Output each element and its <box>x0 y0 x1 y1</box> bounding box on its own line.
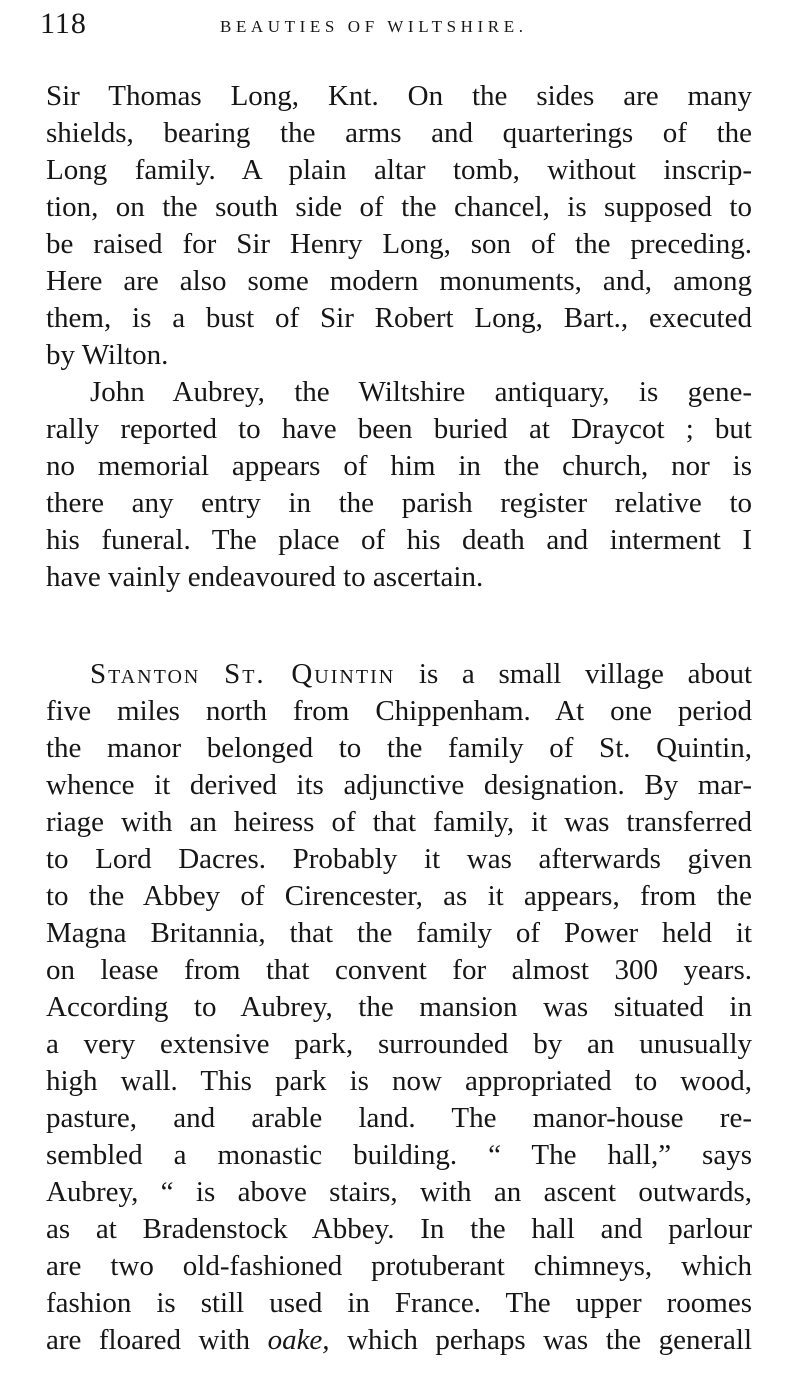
text-line: rally reported to have been buried at Draycot ; but <box>46 413 752 445</box>
text-line: fashion is still used in France. The upper roomes <box>46 1287 752 1319</box>
text-fragment: is a small village about <box>418 658 753 690</box>
paragraph-stanton-st-quintin <box>46 656 752 1359</box>
text-line-first <box>46 656 752 693</box>
place-name-st-quintin: St. Quintin <box>224 658 396 690</box>
text-line: are two old-fashioned protuberant chimneys, which <box>46 1250 752 1282</box>
text-line: Aubrey, “ is above stairs, with an ascent outwards, <box>46 1176 752 1208</box>
place-name-stanton: Stanton <box>90 658 201 690</box>
text-fragment: are floared with <box>46 1324 251 1356</box>
text-line: his funeral. The place of his death and interment I <box>46 524 752 556</box>
text-line: to the Abbey of Cirencester, as it appears, from the <box>46 880 752 912</box>
text-line: riage with an heiress of that family, it was transferred <box>46 806 752 838</box>
text-line: the manor belonged to the family of St. Quintin, <box>46 732 752 764</box>
paragraph-gap <box>46 596 752 656</box>
text-line: Long family. A plain altar tomb, without inscrip- <box>46 154 752 186</box>
text-line: there any entry in the parish register relative to <box>46 487 752 519</box>
text-line: Sir Thomas Long, Knt. On the sides are many <box>46 80 752 112</box>
text-line: on lease from that convent for almost 300 years. <box>46 954 752 986</box>
text-line: to Lord Dacres. Probably it was afterwards given <box>46 843 752 875</box>
text-line: by Wilton. <box>46 339 169 371</box>
text-line: them, is a bust of Sir Robert Long, Bart., executed <box>46 302 752 334</box>
text-line: five miles north from Chippenham. At one period <box>46 695 752 727</box>
text-line: as at Bradenstock Abbey. In the hall and parlour <box>46 1213 752 1245</box>
text-line: pasture, and arable land. The manor-house re- <box>46 1102 752 1134</box>
page-number: 118 <box>40 7 87 40</box>
text-line: have vainly endeavoured to ascertain. <box>46 561 484 593</box>
text-line: whence it derived its adjunctive designation. By mar- <box>46 769 752 801</box>
text-line: shields, bearing the arms and quarterings of the <box>46 117 752 149</box>
running-title: BEAUTIES OF WILTSHIRE. <box>220 17 528 36</box>
text-line: Magna Britannia, that the family of Power held it <box>46 917 752 949</box>
text-line: high wall. This park is now appropriated to wood, <box>46 1065 752 1097</box>
paragraph-john-aubrey <box>46 374 752 596</box>
body-text <box>46 78 752 1359</box>
text-line: tion, on the south side of the chancel, is supposed to <box>46 191 752 223</box>
text-line-last <box>46 1322 752 1359</box>
italic-word: oake, <box>267 1324 330 1356</box>
text-line: sembled a monastic building. “ The hall,” says <box>46 1139 752 1171</box>
text-fragment: which perhaps was the generall <box>347 1324 753 1356</box>
text-line: a very extensive park, surrounded by an unusually <box>46 1028 752 1060</box>
page-header <box>40 4 770 44</box>
text-line: John Aubrey, the Wiltshire antiquary, is gene- <box>90 376 752 408</box>
text-line: Here are also some modern monuments, and, among <box>46 265 752 297</box>
text-line: be raised for Sir Henry Long, son of the preceding. <box>46 228 752 260</box>
text-line: According to Aubrey, the mansion was situated in <box>46 991 752 1023</box>
paragraph-long-family <box>46 78 752 374</box>
text-line: no memorial appears of him in the church, nor is <box>46 450 752 482</box>
